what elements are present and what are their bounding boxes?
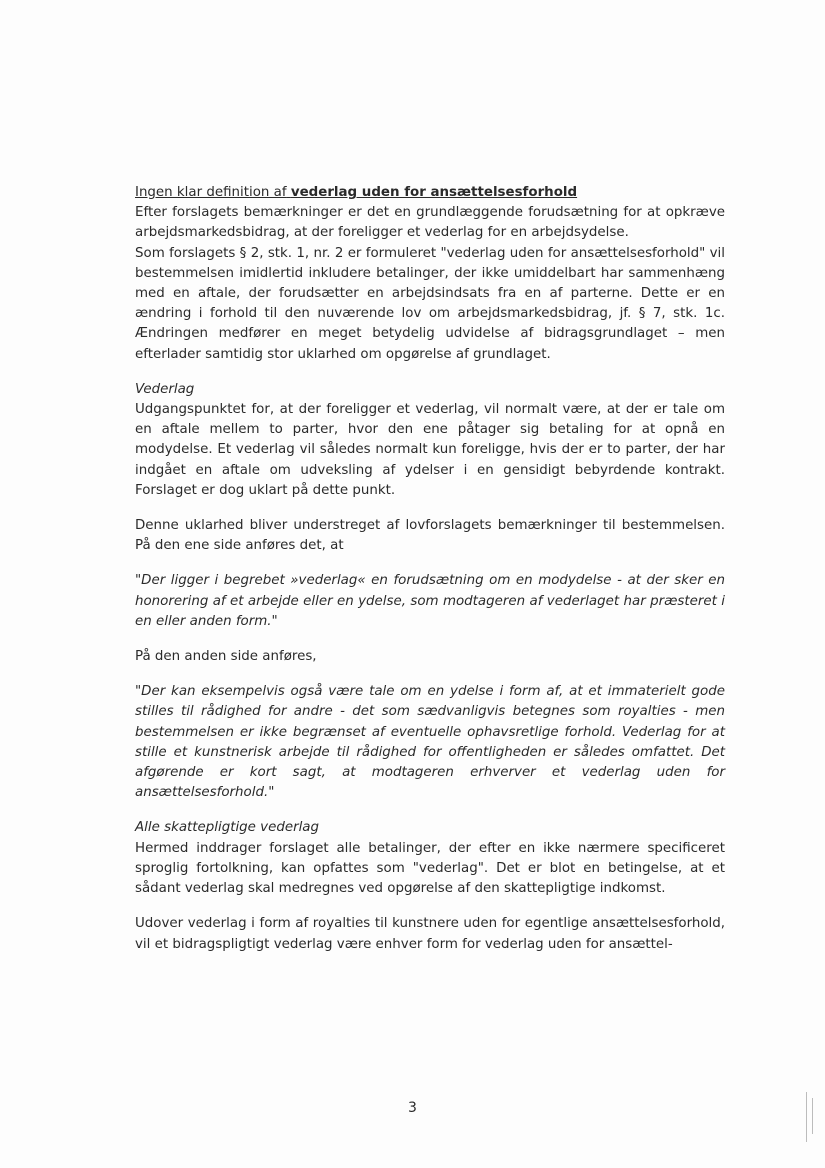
paragraph-text: Denne uklarhed bliver understreget af lovforslagets bemærkninger til bestemmelsen. På den ene side anføres det, at xyxy=(135,518,725,554)
paragraph-text: Hermed inddrager forslaget alle betalinger, der efter en ikke nærmere specificeret sproglig fortolkning, kan opfattes som "vederlag". Det er blot en betingelse, at et sådant vederlag skal medregnes ved opgørelse af den skattepligtige indkomst. xyxy=(135,840,725,897)
quotation xyxy=(135,571,725,632)
section-heading-block xyxy=(135,183,725,244)
paragraph xyxy=(135,516,725,556)
paragraph xyxy=(135,380,725,501)
paragraph-text: Efter forslagets bemærkninger er det en grundlæggende forudsætning for at opkræve arbejdsmarkedsbidrag, at der foreligger et vederlag for en arbejdsydelse. xyxy=(135,205,725,241)
page-number: 3 xyxy=(408,1100,417,1116)
quotation-text: "Der kan eksempelvis også være tale om en ydelse i form af, at et immaterielt gode stilles til rådighed for andre - det som sædvanligvis betegnes som royalties - men bestemmelsen er ikke begrænset af eventuelle ophavsretlige forhold. Vederlag for at stille et kunstnerisk arbejde til rådighed for offentligheden er således omfattet. Det afgørende er kort sagt, at modtageren erhverver et vederlag uden for ansættelsesforhold." xyxy=(135,684,725,801)
paragraph xyxy=(135,818,725,899)
section-heading xyxy=(135,185,577,200)
paragraph xyxy=(135,647,725,667)
paragraph-text: Som forslagets § 2, stk. 1, nr. 2 er formuleret "vederlag uden for ansættelsesforhold" vil bestemmelsen imidlertid inkludere betalinger, der ikke umiddelbart har sammenhæng med en aftale, der forudsætter en arbejdsindsats fra en af parterne. Dette er en ændring i forhold til den nuværende lov om arbejdsmarkedsbidrag, jf. § 7, stk. 1c. Ændringen medfører en meget betydelig udvidelse af bidragsgrundlaget – men efterlader samtidig stor uklarhed om opgørelse af grundlaget. xyxy=(135,245,725,362)
paragraph-subheading: Vederlag xyxy=(135,381,195,397)
quotation xyxy=(135,682,725,803)
section-heading-plain: Ingen klar definition af xyxy=(135,185,287,200)
paragraph xyxy=(135,244,725,365)
paragraph-text: På den anden side anføres, xyxy=(135,649,317,665)
paragraph xyxy=(135,914,725,954)
quotation-text: "Der ligger i begrebet »vederlag« en forudsætning om en modydelse - at der sker en honorering af et arbejde eller en ydelse, som modtageren af vederlaget har præsteret i en eller anden form." xyxy=(135,573,725,629)
paragraph-text: Udgangspunktet for, at der foreligger et vederlag, vil normalt være, at der er tale om en aftale mellem to parter, hvor den ene påtager sig betaling for at opnå en modydelse. Et vederlag vil således normalt kun foreligge, hvis der er to parter, der har indgået en aftale om udveksling af ydelser i en gensidigt bebyrdende kontrakt. Forslaget er dog uklart på dette punkt. xyxy=(135,402,725,498)
section-heading-bold: vederlag uden for ansættelsesforhold xyxy=(290,185,578,200)
document-body xyxy=(135,183,725,970)
paragraph-text: Udover vederlag i form af royalties til kunstnere uden for egentlige ansættelsesforhold, vil et bidragspligtigt vederlag være enhver form for vederlag uden for ansættel- xyxy=(135,916,725,952)
paragraph-subheading: Alle skattepligtige vederlag xyxy=(135,820,320,836)
